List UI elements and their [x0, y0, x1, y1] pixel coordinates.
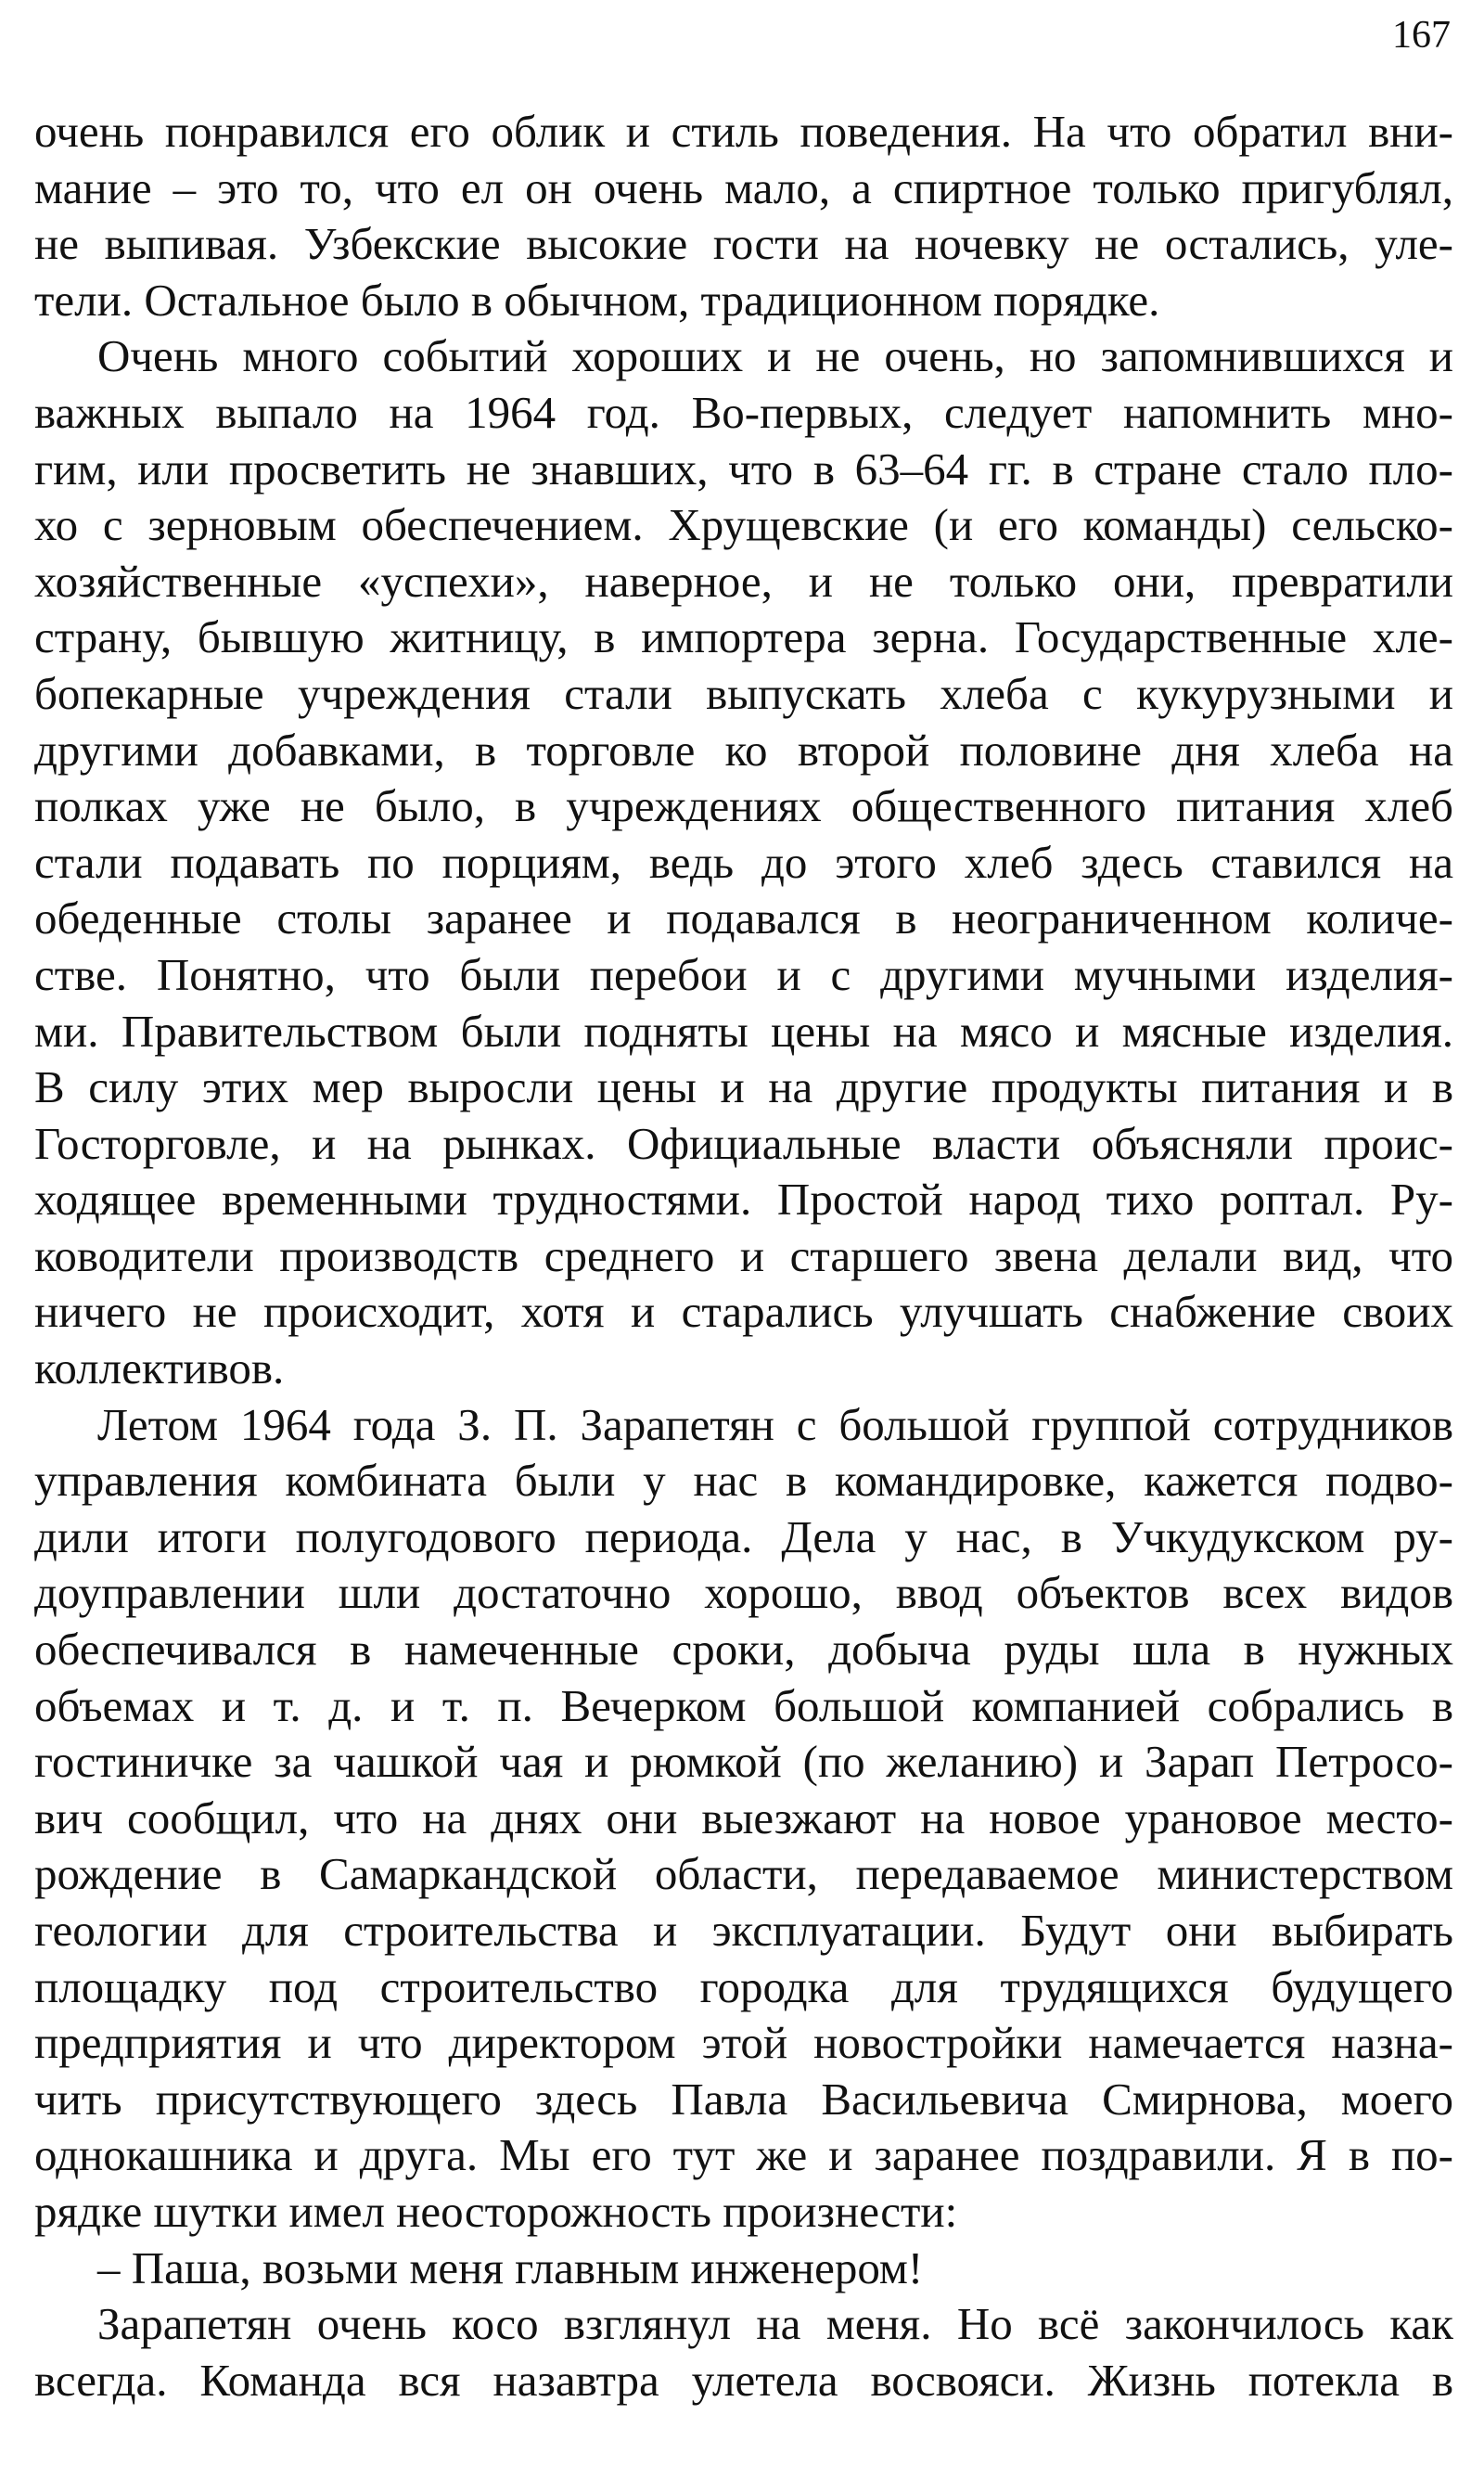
- text-line: бопекарные учреждения стали выпускать хлеба с кукурузными и: [34, 667, 1453, 719]
- text-line: не выпивая. Узбекские высокие гости на ночевку не остались, уле-: [34, 218, 1453, 270]
- paragraph-first-line: Очень много событий хороших и не очень, но запомнившихся и: [97, 330, 1453, 382]
- paragraph-first-line: Зарапетян очень косо взглянул на меня. Но всё закончилось как: [97, 2298, 1453, 2350]
- text-line: В силу этих мер выросли цены и на другие продукты питания и в: [34, 1061, 1453, 1113]
- text-line: другими добавками, в торговле ко второй половине дня хлеба на: [34, 724, 1453, 776]
- text-line: стве. Понятно, что были перебои и с другими мучными изделия-: [34, 948, 1453, 1000]
- paragraph-end-line: рядке шутки имел неосторожность произнести:: [34, 2185, 958, 2237]
- text-line: управления комбината были у нас в командировке, кажется подво-: [34, 1455, 1453, 1507]
- text-line: полках уже не было, в учреждениях общественного питания хлеб: [34, 780, 1453, 832]
- text-line: чить присутствующего здесь Павла Васильевича Смирнова, моего: [34, 2073, 1453, 2125]
- text-line: важных выпало на 1964 год. Во-первых, следует напомнить мно-: [34, 386, 1453, 438]
- text-line: обеденные столы заранее и подавался в неограниченном количе-: [34, 893, 1453, 944]
- text-line: Госторговле, и на рынках. Официальные власти объясняли проис-: [34, 1117, 1453, 1169]
- text-line: площадку под строительство городка для трудящихся будущего: [34, 1960, 1453, 2012]
- text-line: гим, или просветить не знавших, что в 63–64 гг. в стране стало пло-: [34, 443, 1453, 494]
- text-line: стали подавать по порциям, ведь до этого хлеб здесь ставился на: [34, 836, 1453, 888]
- text-line: доуправлении шли достаточно хорошо, ввод объектов всех видов: [34, 1567, 1453, 1619]
- text-line: обеспечивался в намеченные сроки, добыча руды шла в нужных: [34, 1624, 1453, 1676]
- text-line: геологии для строительства и эксплуатации. Будут они выбирать: [34, 1905, 1453, 1956]
- text-line: объемах и т. д. и т. п. Вечерком большой компанией собрались в: [34, 1679, 1453, 1731]
- text-line: страну, бывшую житницу, в импортера зерна. Государственные хле-: [34, 611, 1453, 663]
- text-line: однокашника и друга. Мы его тут же и заранее поздравили. Я в по-: [34, 2129, 1453, 2181]
- text-line: ководители производств среднего и старшего звена делали вид, что: [34, 1229, 1453, 1281]
- page-number: 167: [1392, 14, 1451, 57]
- paragraph-end-line: тели. Остальное было в обычном, традиционном порядке.: [34, 274, 1160, 326]
- text-line: хо с зерновым обеспечением. Хрущевские (и его команды) сельско-: [34, 499, 1453, 551]
- text-line: предприятия и что директором этой новостройки намечается назна-: [34, 2017, 1453, 2069]
- text-line: очень понравился его облик и стиль поведения. На что обратил вни-: [34, 106, 1453, 157]
- text-line: вич сообщил, что на днях они выезжают на новое урановое место-: [34, 1792, 1453, 1843]
- text-line: рождение в Самаркандской области, передаваемое министерством: [34, 1848, 1453, 1900]
- text-line: гостиничке за чашкой чая и рюмкой (по желанию) и Зарап Петросо-: [34, 1736, 1453, 1788]
- body-text: [34, 104, 1453, 2408]
- text-line: дили итоги полугодового периода. Дела у нас, в Учкудукском ру-: [34, 1510, 1453, 1562]
- text-line: ми. Правительством были подняты цены на мясо и мясные изделия.: [34, 1005, 1453, 1057]
- paragraph-end-line: коллективов.: [34, 1342, 285, 1394]
- text-line: хозяйственные «успехи», наверное, и не только они, превратили: [34, 555, 1453, 607]
- dialogue-line: – Паша, возьми меня главным инженером!: [97, 2241, 924, 2293]
- text-line: ничего не происходит, хотя и старались улучшать снабжение своих: [34, 1286, 1453, 1338]
- text-line: всегда. Команда вся назавтра улетела восвояси. Жизнь потекла в: [34, 2354, 1453, 2406]
- text-line: мание – это то, что ел он очень мало, а спиртное только пригублял,: [34, 161, 1453, 213]
- paragraph-first-line: Летом 1964 года З. П. Зарапетян с большой группой сотрудников: [97, 1398, 1453, 1450]
- text-line: ходящее временными трудностями. Простой народ тихо роптал. Ру-: [34, 1174, 1453, 1226]
